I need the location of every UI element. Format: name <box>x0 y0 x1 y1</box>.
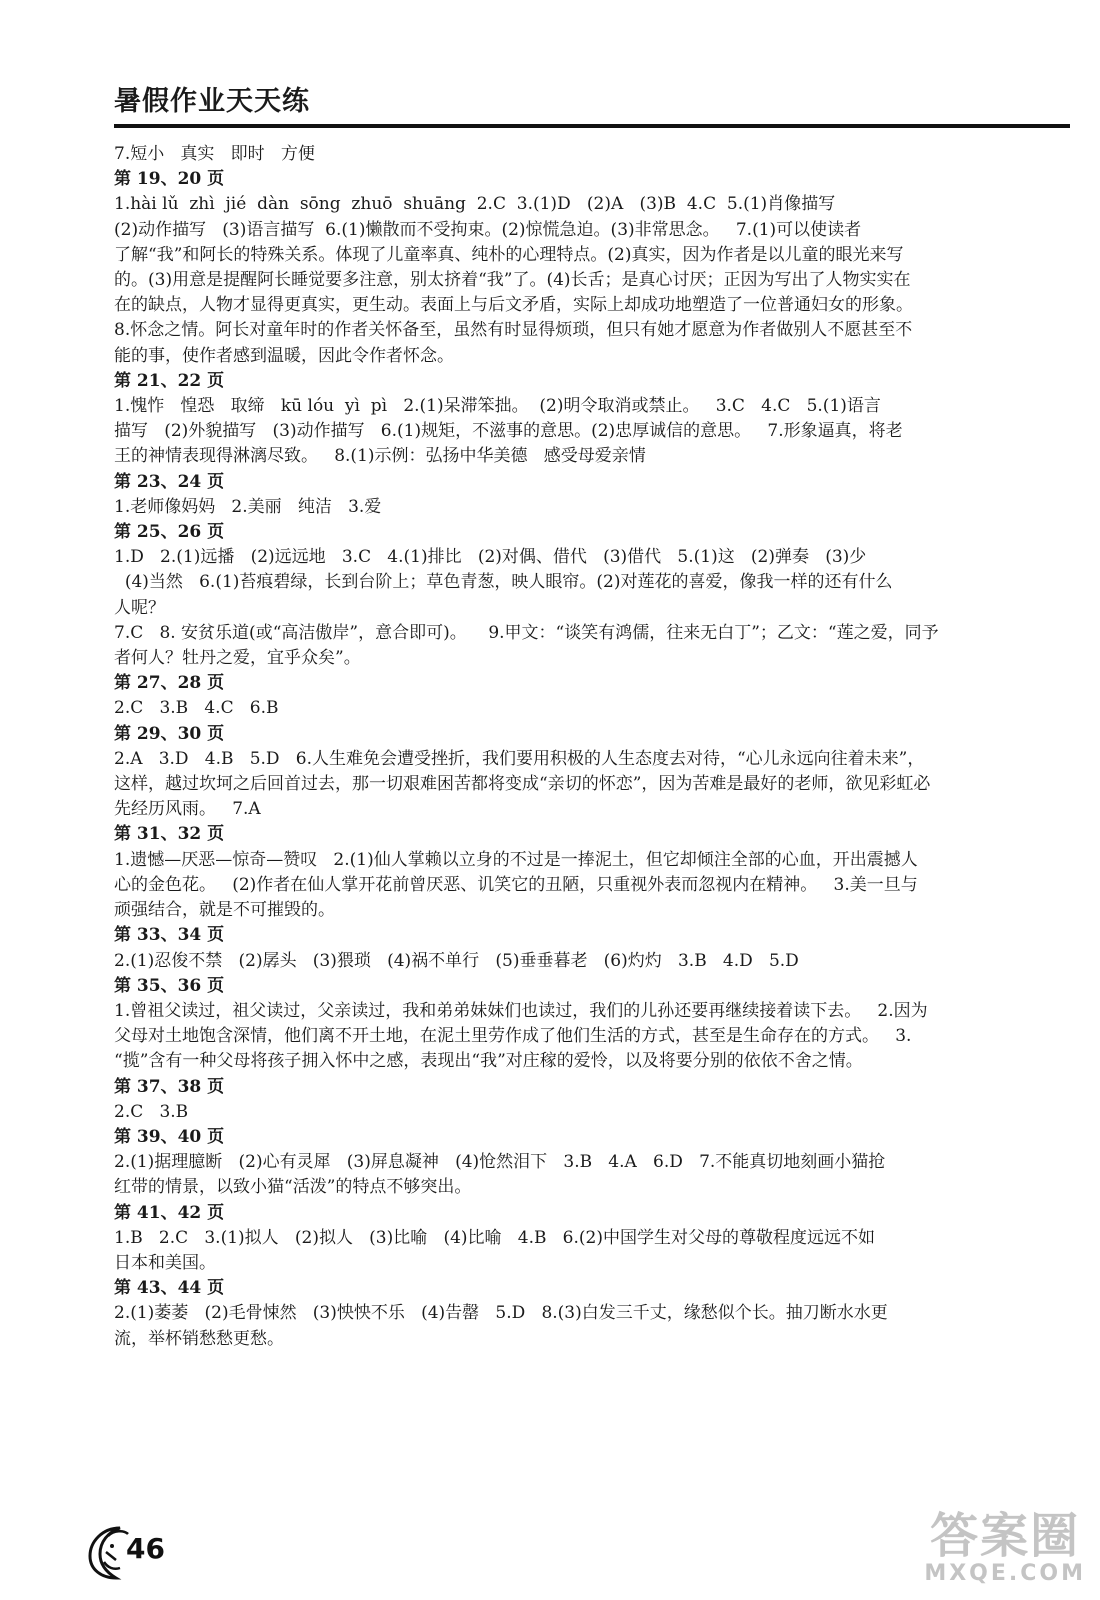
book-title: 暑假作业天天练 <box>114 86 310 117</box>
answer-line: 者何人？牡丹之爱，宜乎众矣”。 <box>114 648 361 669</box>
answer-line: 能的事，使作者感到温暖，因此令作者怀念。 <box>114 345 454 366</box>
answer-line: 心的金色花。 (2)作者在仙人掌开花前曾厌恶、讥笑它的丑陋，只重视外表而忽视内在精神。 3.美一旦与 <box>114 874 918 895</box>
watermark <box>924 1508 1086 1586</box>
answer-line: 1.B 2.C 3.(1)拟人 (2)拟人 (3)比喻 (4)比喻 4.B 6.(2)中国学生对父母的尊敬程度远远不如 <box>114 1227 875 1248</box>
answer-line: 1.老师像妈妈 2.美丽 纯洁 3.爱 <box>114 496 382 517</box>
page-range-heading: 第 25、26 页 <box>114 522 225 543</box>
page-range-heading: 第 29、30 页 <box>114 723 225 744</box>
page-range-heading: 第 39、40 页 <box>114 1126 225 1147</box>
page-number: 46 <box>126 1532 165 1565</box>
page-range-heading: 第 23、24 页 <box>114 471 225 492</box>
answer-line: 2.C 3.B 4.C 6.B <box>114 698 279 719</box>
answer-line: 人呢？ <box>114 597 165 618</box>
answer-line: 先经历风雨。 7.A <box>114 799 261 820</box>
watermark-logo-text: 答案圈 <box>930 1508 1081 1564</box>
answer-line: (4)当然 6.(1)苔痕碧绿，长到台阶上；草色青葱，映人眼帘。(2)对莲花的喜爱，像我一样的还有什么 <box>114 572 893 593</box>
answer-line: 父母对土地饱含深情，他们离不开土地，在泥土里劳作成了他们生活的方式，甚至是生命存在的方式。 3. <box>114 1026 912 1047</box>
page-footer <box>86 1522 186 1582</box>
answer-line: 2.A 3.D 4.B 5.D 6.人生难免会遭受挫折，我们要用积极的人生态度去对待，“心儿永远向往着未来”， <box>114 748 925 769</box>
watermark-domain: MXQE.COM <box>924 1561 1086 1586</box>
answer-line: 描写 (2)外貌描写 (3)动作描写 6.(1)规矩，不滋事的意思。(2)忠厚诚信的意思。 7.形象逼真，将老 <box>114 421 903 442</box>
page-range-heading: 第 43、44 页 <box>114 1278 225 1299</box>
answer-line: 这样，越过坎坷之后回首过去，那一切艰难困苦都将变成“亲切的怀恋”，因为苦难是最好的老师，欲见彩虹必 <box>114 774 931 795</box>
answer-line: (2)动作描写 (3)语言描写 6.(1)懒散而不受拘束。(2)惊慌急迫。(3)非常思念。 7.(1)可以使读者 <box>114 219 862 240</box>
answer-line: 1.曾祖父读过，祖父读过，父亲读过，我和弟弟妹妹们也读过，我们的儿孙还要再继续接着读下去。 2.因为 <box>114 1000 928 1021</box>
answer-line: 王的神情表现得淋漓尽致。 8.(1)示例：弘扬中华美德 感受母爱亲情 <box>114 446 646 467</box>
answer-line: 1.愧怍 惶恐 取缔 kū lóu yì pì 2.(1)呆滞笨拙。 (2)明令取消或禁止。 3.C 4.C 5.(1)语言 <box>114 396 881 417</box>
page-header <box>114 82 1070 128</box>
page-range-heading: 第 27、28 页 <box>114 673 225 694</box>
answer-line: 流，举杯销愁愁更愁。 <box>114 1328 284 1349</box>
answer-line: 日本和美国。 <box>114 1252 216 1273</box>
header-rule <box>114 124 1070 128</box>
answer-line: 2.(1)忍俊不禁 (2)孱头 (3)猥琐 (4)祸不单行 (5)垂垂暮老 (6)灼灼 3.B 4.D 5.D <box>114 950 799 971</box>
answer-content <box>114 142 1039 1352</box>
answer-line: 1.D 2.(1)远播 (2)远远地 3.C 4.(1)排比 (2)对偶、借代 (3)借代 5.(1)这 (2)弹奏 (3)少 <box>114 547 867 568</box>
page-range-heading: 第 19、20 页 <box>114 169 225 190</box>
answer-line: 7.C 8. 安贫乐道(或“高洁傲岸”，意合即可)。 9.甲文：“谈笑有鸿儒，往来无白丁”；乙文：“莲之爱，同予 <box>114 622 939 643</box>
answer-line: 2.(1)据理臆断 (2)心有灵犀 (3)屏息凝神 (4)怆然泪下 3.B 4.A 6.D 7.不能真切地刻画小猫抢 <box>114 1152 886 1173</box>
answer-line: 了解“我”和阿长的特殊关系。体现了儿童率真、纯朴的心理特点。(2)真实，因为作者是以儿童的眼光来写 <box>114 244 904 265</box>
answer-line: 红带的情景，以致小猫“活泼”的特点不够突出。 <box>114 1177 472 1198</box>
answer-line: 顽强结合，就是不可摧毁的。 <box>114 900 335 921</box>
answer-line: 2.(1)萎萎 (2)毛骨悚然 (3)怏怏不乐 (4)告罄 5.D 8.(3)白发三千丈，缘愁似个长。抽刀断水水更 <box>114 1303 888 1324</box>
answer-line: 7.短小 真实 即时 方便 <box>114 144 315 164</box>
page-range-heading: 第 35、36 页 <box>114 975 225 996</box>
page-range-heading: 第 21、22 页 <box>114 370 225 391</box>
page-range-heading: 第 31、32 页 <box>114 824 225 845</box>
answer-line: 1.hài lǔ zhì jié dàn sōng zhuō shuāng 2.C 3.(1)D (2)A (3)B 4.C 5.(1)肖像描写 <box>114 194 836 215</box>
page-range-heading: 第 41、42 页 <box>114 1202 225 1223</box>
answer-line: 的。(3)用意是提醒阿长睡觉要多注意，别太挤着“我”了。(4)长舌；是真心讨厌；正因为写出了人物实实在 <box>114 270 911 291</box>
answer-line: 8.怀念之情。阿长对童年时的作者关怀备至，虽然有时显得烦琐，但只有她才愿意为作者做别人不愿甚至不 <box>114 320 913 341</box>
answer-line: “揽”含有一种父母将孩子拥入怀中之感，表现出“我”对庄稼的爱怜，以及将要分别的依依不舍之情。 <box>114 1051 863 1072</box>
answer-line: 2.C 3.B <box>114 1101 189 1122</box>
answer-line: 1.遗憾—厌恶—惊奇—赞叹 2.(1)仙人掌赖以立身的不过是一捧泥土，但它却倾注全部的心血，开出震撼人 <box>114 849 918 870</box>
answer-line: 在的缺点，人物才显得更真实，更生动。表面上与后文矛盾，实际上却成功地塑造了一位普通妇女的形象。 <box>114 295 913 316</box>
page-range-heading: 第 37、38 页 <box>114 1076 225 1097</box>
page-range-heading: 第 33、34 页 <box>114 925 225 946</box>
